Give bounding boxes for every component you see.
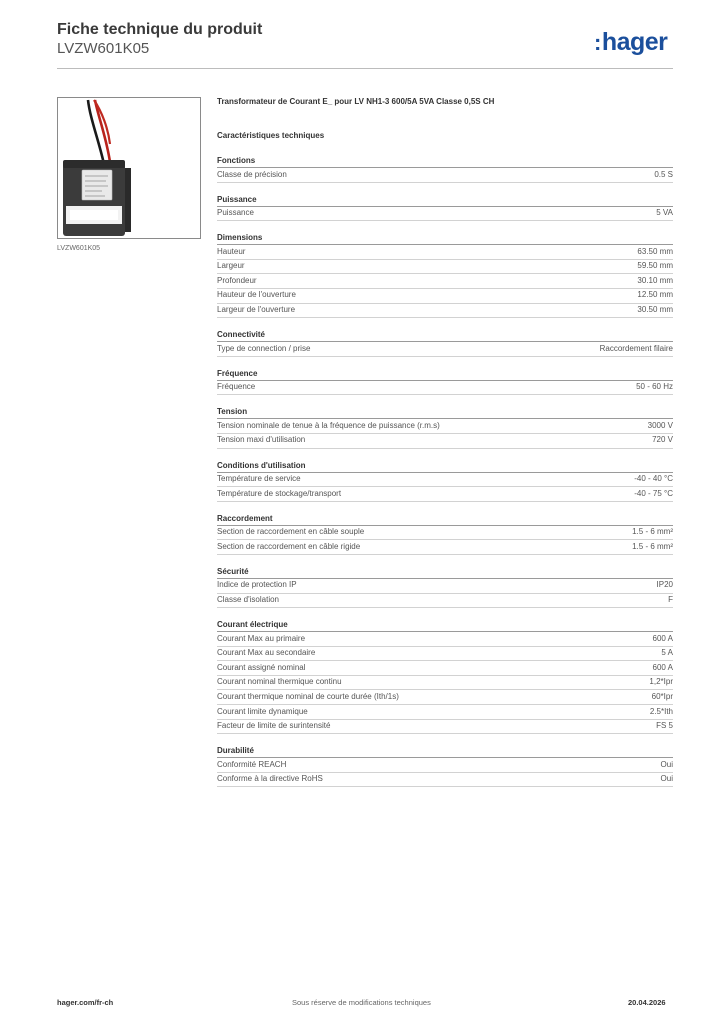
spec-row [217, 632, 673, 647]
spec-label: Température de service [217, 474, 301, 484]
spec-value: F [668, 595, 673, 604]
spec-group-title: Durabilité [217, 744, 673, 758]
spec-value: 59.50 mm [637, 261, 673, 271]
spec-group-title: Fréquence [217, 367, 673, 381]
spec-group [217, 618, 673, 734]
spec-group [217, 231, 673, 318]
spec-label: Indice de protection IP [217, 580, 297, 590]
product-reference: LVZW601K05 [57, 40, 150, 57]
footer-disclaimer: Sous réserve de modifications techniques [292, 998, 431, 1007]
spec-value: 5 A [661, 648, 673, 658]
spec-row [217, 434, 673, 449]
spec-group [217, 328, 673, 357]
spec-row [217, 207, 673, 222]
specs-heading: Caractéristiques techniques [217, 131, 325, 140]
spec-row [217, 419, 673, 434]
spec-label: Température de stockage/transport [217, 488, 342, 498]
spec-row [217, 342, 673, 357]
spec-row [217, 274, 673, 289]
spec-group-title: Raccordement [217, 512, 673, 526]
spec-label: Courant Max au primaire [217, 633, 306, 643]
footer-date: 20.04.2026 [628, 998, 666, 1007]
spec-label: Hauteur de l'ouverture [217, 290, 296, 300]
spec-value: 3000 V [647, 420, 673, 430]
spec-label: Classe de précision [217, 169, 287, 179]
spec-label: Largeur de l'ouverture [217, 305, 296, 315]
spec-value: 50 - 60 Hz [636, 382, 673, 392]
spec-value: 30.10 mm [637, 275, 673, 285]
header-divider [57, 68, 673, 69]
spec-row [217, 676, 673, 691]
spec-group-title: Dimensions [217, 231, 673, 245]
spec-label: Courant assigné nominal [217, 662, 306, 672]
page-title: Fiche technique du produit [57, 21, 263, 38]
spec-group [217, 193, 673, 222]
spec-label: Courant nominal thermique continu [217, 677, 342, 687]
spec-group-title: Sécurité [217, 565, 673, 579]
spec-value: Oui [660, 759, 673, 769]
spec-label: Courant thermique nominal de courte durée (Ith/1s) [217, 691, 399, 701]
spec-label: Conformité REACH [217, 759, 287, 769]
spec-value: 1.5 - 6 mm² [632, 541, 673, 551]
spec-label: Puissance [217, 208, 254, 218]
spec-value: Oui [660, 774, 673, 784]
spec-row [217, 245, 673, 260]
spec-value: 63.50 mm [637, 246, 673, 256]
spec-value: Raccordement filaire [599, 343, 673, 353]
spec-row [217, 594, 673, 609]
spec-row [217, 487, 673, 502]
specs-table [217, 154, 673, 787]
current-transformer-illustration [58, 98, 200, 238]
spec-value: 720 V [652, 435, 673, 445]
spec-row [217, 540, 673, 555]
spec-value: 1.5 - 6 mm² [632, 527, 673, 537]
product-image [57, 97, 201, 239]
spec-row [217, 526, 673, 541]
spec-group [217, 565, 673, 608]
spec-label: Tension nominale de tenue à la fréquence de puissance (r.m.s) [217, 420, 440, 430]
spec-value: 1,2*Ipr [649, 677, 673, 687]
spec-value: 60*Ipr [651, 691, 673, 701]
spec-group [217, 367, 673, 396]
spec-row [217, 690, 673, 705]
spec-row [217, 579, 673, 594]
spec-group-title: Puissance [217, 193, 673, 207]
spec-row [217, 705, 673, 720]
spec-group-title: Fonctions [217, 154, 673, 168]
spec-value: 2.5*Ith [649, 706, 673, 716]
spec-value: 600 A [652, 633, 673, 643]
spec-row [217, 304, 673, 319]
spec-value: 12.50 mm [637, 290, 673, 300]
spec-label: Tension maxi d'utilisation [217, 435, 306, 445]
spec-label: Section de raccordement en câble souple [217, 527, 365, 537]
spec-row [217, 720, 673, 735]
spec-row [217, 647, 673, 662]
spec-group [217, 744, 673, 787]
spec-row [217, 289, 673, 304]
spec-label: Courant Max au secondaire [217, 648, 316, 658]
product-image-caption: LVZW601K05 [57, 245, 101, 252]
logo-text: hager [601, 28, 668, 56]
spec-value: -40 - 75 °C [634, 488, 673, 498]
spec-value: 30.50 mm [637, 305, 673, 315]
hager-logo: :hager [594, 28, 668, 56]
spec-value: 5 VA [656, 208, 673, 218]
spec-group [217, 512, 673, 555]
spec-group-title: Conditions d'utilisation [217, 459, 673, 473]
spec-row [217, 381, 673, 396]
spec-label: Hauteur [217, 246, 246, 256]
spec-label: Type de connection / prise [217, 343, 311, 353]
spec-group-title: Courant électrique [217, 618, 673, 632]
spec-label: Conforme à la directive RoHS [217, 774, 323, 784]
spec-value: 600 A [652, 662, 673, 672]
spec-label: Courant limite dynamique [217, 706, 308, 716]
product-title: Transformateur de Courant E_ pour LV NH1-3 600/5A 5VA Classe 0,5S CH [217, 97, 495, 106]
spec-value: FS 5 [656, 721, 673, 731]
spec-value: -40 - 40 °C [634, 474, 673, 484]
spec-row [217, 661, 673, 676]
spec-group-title: Tension [217, 405, 673, 419]
spec-label: Profondeur [217, 275, 257, 285]
spec-row [217, 473, 673, 488]
spec-group [217, 154, 673, 183]
spec-label: Fréquence [217, 382, 256, 392]
spec-label: Section de raccordement en câble rigide [217, 541, 361, 551]
spec-value: IP20 [656, 580, 673, 590]
spec-group [217, 459, 673, 502]
spec-group-title: Connectivité [217, 328, 673, 342]
spec-value: 0.5 S [654, 169, 673, 179]
spec-row [217, 168, 673, 183]
spec-row [217, 758, 673, 773]
spec-group [217, 405, 673, 448]
spec-row [217, 773, 673, 788]
spec-label: Facteur de limite de surintensité [217, 721, 331, 731]
spec-label: Classe d'isolation [217, 595, 280, 604]
footer-website-link[interactable]: hager.com/fr-ch [57, 998, 114, 1007]
spec-row [217, 260, 673, 275]
spec-label: Largeur [217, 261, 245, 271]
